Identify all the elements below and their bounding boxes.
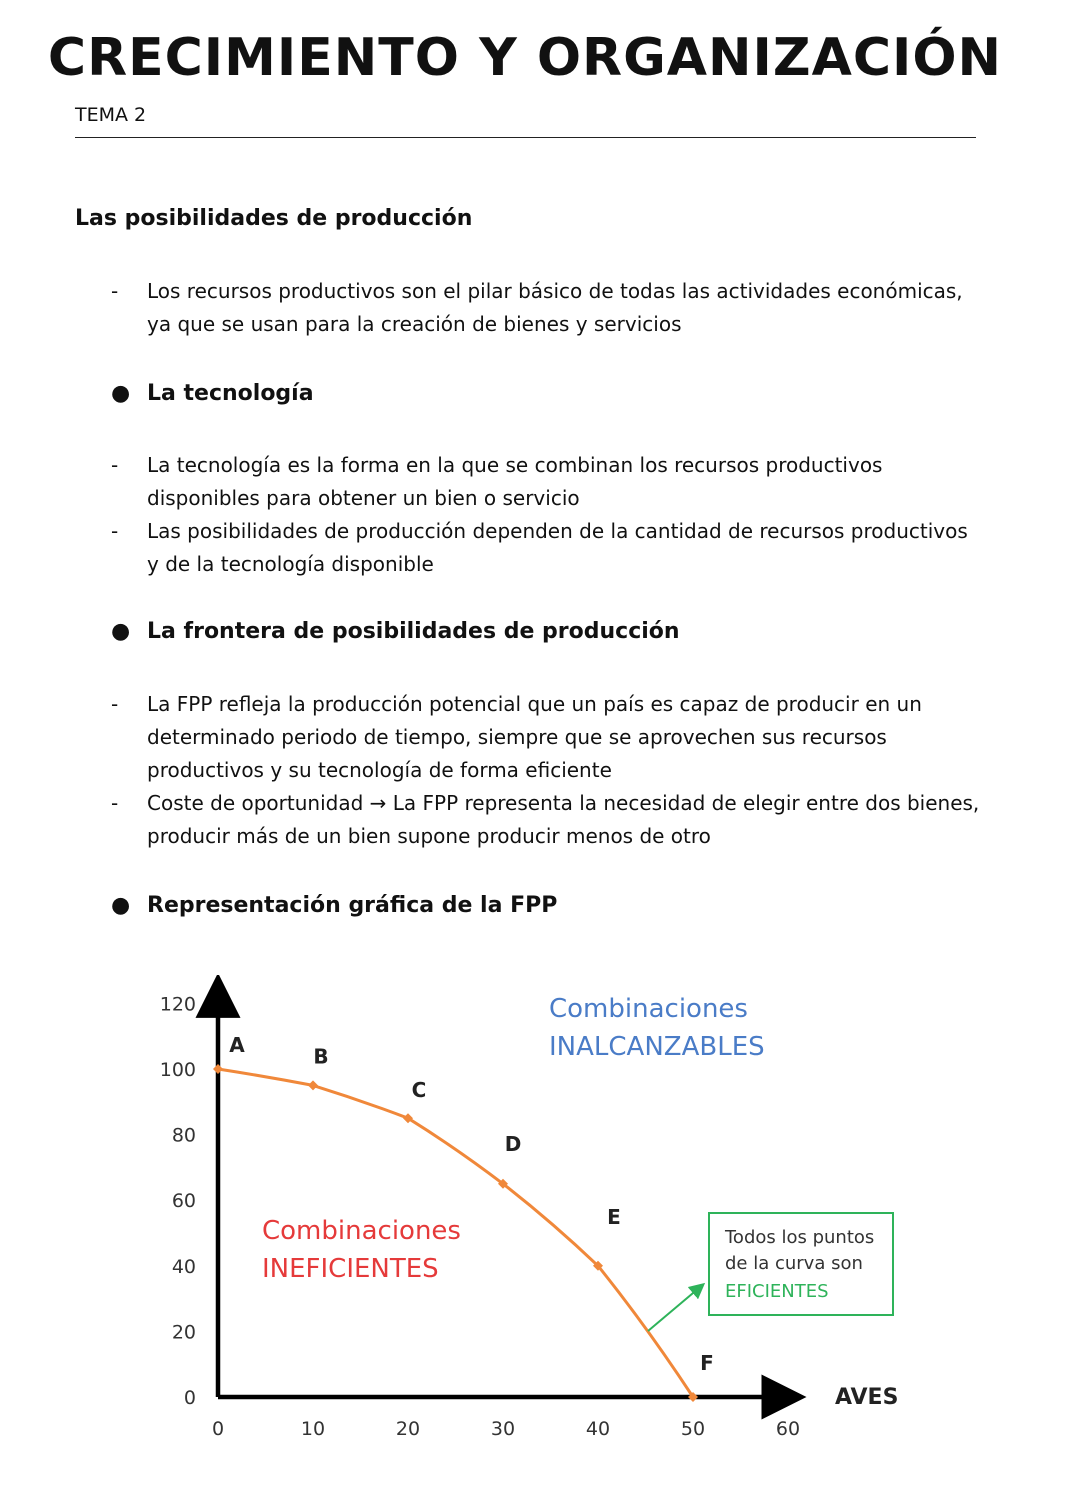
x-tick-label: 50 <box>680 1418 706 1440</box>
point-label: E <box>607 1204 621 1229</box>
point-label: F <box>700 1351 714 1375</box>
y-tick-label: 80 <box>171 1124 196 1147</box>
dash-marker: - <box>111 791 119 815</box>
point-label: A <box>229 1033 245 1057</box>
x-tick-label: 20 <box>395 1418 421 1440</box>
y-tick-label: 40 <box>171 1255 196 1278</box>
chart-annotations <box>262 994 893 1331</box>
point-label: D <box>504 1131 522 1156</box>
subsection-title-tecnologia: La tecnología <box>147 381 314 406</box>
data-point <box>213 1064 223 1074</box>
annotation-unreachable-line2: INALCANZABLES <box>549 1032 765 1062</box>
dash-marker: - <box>111 279 119 303</box>
dash-marker: - <box>111 519 119 543</box>
page-title: CRECIMIENTO Y ORGANIZACIÓN <box>47 28 1003 88</box>
y-tick-label: 0 <box>183 1387 196 1409</box>
fpp-chart <box>140 975 940 1455</box>
list-item: La FPP refleja la producción potencial que un país es capaz de producir en un determinado periodo de tiempo, siempre que se aprovechen sus recursos productivos y su tecnología de forma eficiente <box>147 692 922 782</box>
dash-marker: - <box>111 453 119 477</box>
annotation-inefficient-line2: INEFICIENTES <box>262 1254 439 1284</box>
bullet-marker: ● <box>111 619 131 644</box>
point-label: B <box>313 1044 329 1069</box>
x-tick-label: 10 <box>300 1418 326 1440</box>
x-tick-label: 40 <box>585 1418 611 1440</box>
y-tick-label: 60 <box>171 1190 196 1213</box>
section-heading: Las posibilidades de producción <box>75 206 473 231</box>
bullet-marker: ● <box>111 381 131 406</box>
data-point <box>308 1080 318 1090</box>
efficient-box-line3: EFICIENTES <box>725 1281 829 1302</box>
subsection-title-fpp: La frontera de posibilidades de producción <box>147 619 680 644</box>
list-item: Coste de oportunidad → La FPP representa la necesidad de elegir entre dos bienes, producir más de un bien supone producir menos de otro <box>147 791 980 848</box>
dash-marker: - <box>111 692 119 716</box>
list-item: La tecnología es la forma en la que se combinan los recursos productivos disponibles para obtener un bien o servicio <box>147 453 883 510</box>
x-tick-label: 60 <box>775 1418 801 1440</box>
bullet-marker: ● <box>111 893 131 918</box>
x-axis-label: AVES <box>835 1385 899 1410</box>
list-item: Las posibilidades de producción dependen de la cantidad de recursos productivos y de la tecnología disponible <box>147 519 968 576</box>
y-tick-label: 20 <box>171 1321 196 1344</box>
x-tick-label: 0 <box>211 1418 225 1440</box>
efficient-arrow <box>648 1288 699 1331</box>
annotation-unreachable-line1: Combinaciones <box>549 994 748 1024</box>
efficient-box-line2: de la curva son <box>725 1253 863 1274</box>
page-subtitle: TEMA 2 <box>75 104 147 126</box>
header-divider <box>75 137 976 138</box>
efficient-box-line1: Todos los puntos <box>725 1227 875 1248</box>
point-label: C <box>411 1078 427 1103</box>
annotation-inefficient-line1: Combinaciones <box>262 1216 461 1246</box>
y-tick-label: 120 <box>159 993 196 1016</box>
y-tick-label: 100 <box>159 1059 196 1081</box>
x-tick-label: 30 <box>490 1418 516 1440</box>
intro-item: Los recursos productivos son el pilar básico de todas las actividades económicas, ya que se usan para la creación de bienes y servicios <box>147 279 963 336</box>
subsection-title-grafica: Representación gráfica de la FPP <box>147 893 558 918</box>
